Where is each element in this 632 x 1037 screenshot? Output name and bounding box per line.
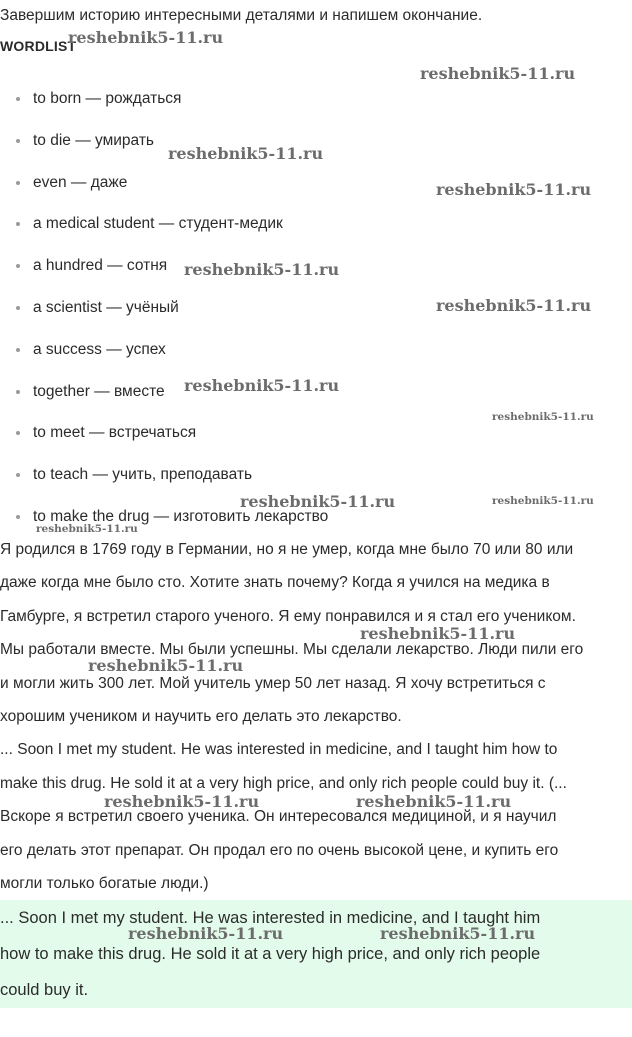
bullet-icon: [16, 181, 20, 185]
bullet-icon: [16, 348, 20, 352]
watermark-logo: reshebnik5-11.ru: [380, 924, 536, 943]
watermark-logo: reshebnik5-11.ru: [184, 376, 340, 395]
list-item: [0, 213, 328, 255]
bullet-icon: [16, 306, 20, 310]
list-item-text: to teach — учить, преподавать: [33, 466, 253, 484]
watermark-logo: reshebnik5-11.ru: [184, 260, 340, 279]
watermark-logo: reshebnik5-11.ru: [436, 296, 592, 315]
list-item-text: a hundred — сотня: [33, 257, 168, 275]
story-body: [0, 533, 632, 1008]
list-item: [0, 464, 328, 506]
list-item: [0, 172, 328, 214]
story-continuation: ... Soon I met my student. He was interested in medicine, and I taught him how to make this drug. He sold it at a very high price, and only rich people could buy it. (... Вскоре я встретил своего ученика. Он интересовался медициной, и я научил его делать этот препарат. Он продал его по очень высокой цене, и купить его могли только богатые люди.): [0, 741, 567, 893]
list-item: [0, 339, 328, 381]
bullet-icon: [16, 222, 20, 226]
list-item-text: to die — умирать: [33, 131, 154, 149]
bullet-icon: [16, 515, 20, 519]
list-item: [0, 381, 328, 423]
watermark-logo: reshebnik5-11.ru: [492, 411, 594, 423]
list-item: [0, 88, 328, 130]
watermark-logo: reshebnik5-11.ru: [492, 495, 594, 507]
watermark-logo: reshebnik5-11.ru: [360, 624, 516, 643]
wordlist-heading: WORDLIST: [0, 38, 77, 54]
list-item-text: to make the drug — изготовить лекарство: [33, 507, 329, 525]
watermark-logo: reshebnik5-11.ru: [36, 523, 138, 535]
list-item-text: a success — успех: [33, 340, 166, 358]
watermark-logo: reshebnik5-11.ru: [88, 656, 244, 675]
list-item-text: to meet — встречаться: [33, 424, 197, 442]
list-item-text: a scientist — учёный: [33, 298, 179, 316]
wordlist: [0, 88, 328, 548]
list-item: [0, 130, 328, 172]
bullet-icon: [16, 97, 20, 101]
answer-highlight: ... Soon I met my student. He was interested in medicine, and I taught him how to make this drug. He sold it at a very high price, and only rich people could buy it.: [0, 900, 632, 1008]
list-item: [0, 422, 328, 464]
list-item: [0, 255, 328, 297]
list-item-text: together — вместе: [33, 382, 165, 400]
list-item-text: a medical student — студент-медик: [33, 215, 283, 233]
watermark-logo: reshebnik5-11.ru: [104, 792, 260, 811]
bullet-icon: [16, 431, 20, 435]
list-item-text: even — даже: [33, 173, 128, 191]
bullet-icon: [16, 390, 20, 394]
bullet-icon: [16, 473, 20, 477]
bullet-icon: [16, 139, 20, 143]
watermark-logo: reshebnik5-11.ru: [356, 792, 512, 811]
watermark-logo: reshebnik5-11.ru: [420, 64, 576, 83]
watermark-logo: reshebnik5-11.ru: [68, 28, 224, 47]
story-paragraph-ru: Я родился в 1769 году в Германии, но я не умер, когда мне было 70 или 80 или даже когда мне было сто. Хотите знать почему? Когда я учился на медика в Гамбурге, я встретил старого ученого. Я ему понравился и я стал его учеником. Мы работали вместе. Мы были успешны. Мы сделали лекарство. Люди пили его и могли жить 300 лет. Мой учитель умер 50 лет назад. Я хочу встретиться с хорошим учеником и научить его делать это лекарство.: [0, 541, 584, 726]
watermark-logo: reshebnik5-11.ru: [168, 144, 324, 163]
intro-instruction: Завершим историю интересными деталями и напишем окончание.: [0, 7, 483, 24]
watermark-logo: reshebnik5-11.ru: [128, 924, 284, 943]
list-item-text: to born — рождаться: [33, 90, 182, 107]
list-item: [0, 297, 328, 339]
watermark-logo: reshebnik5-11.ru: [436, 180, 592, 199]
watermark-logo: reshebnik5-11.ru: [240, 492, 396, 511]
bullet-icon: [16, 264, 20, 268]
